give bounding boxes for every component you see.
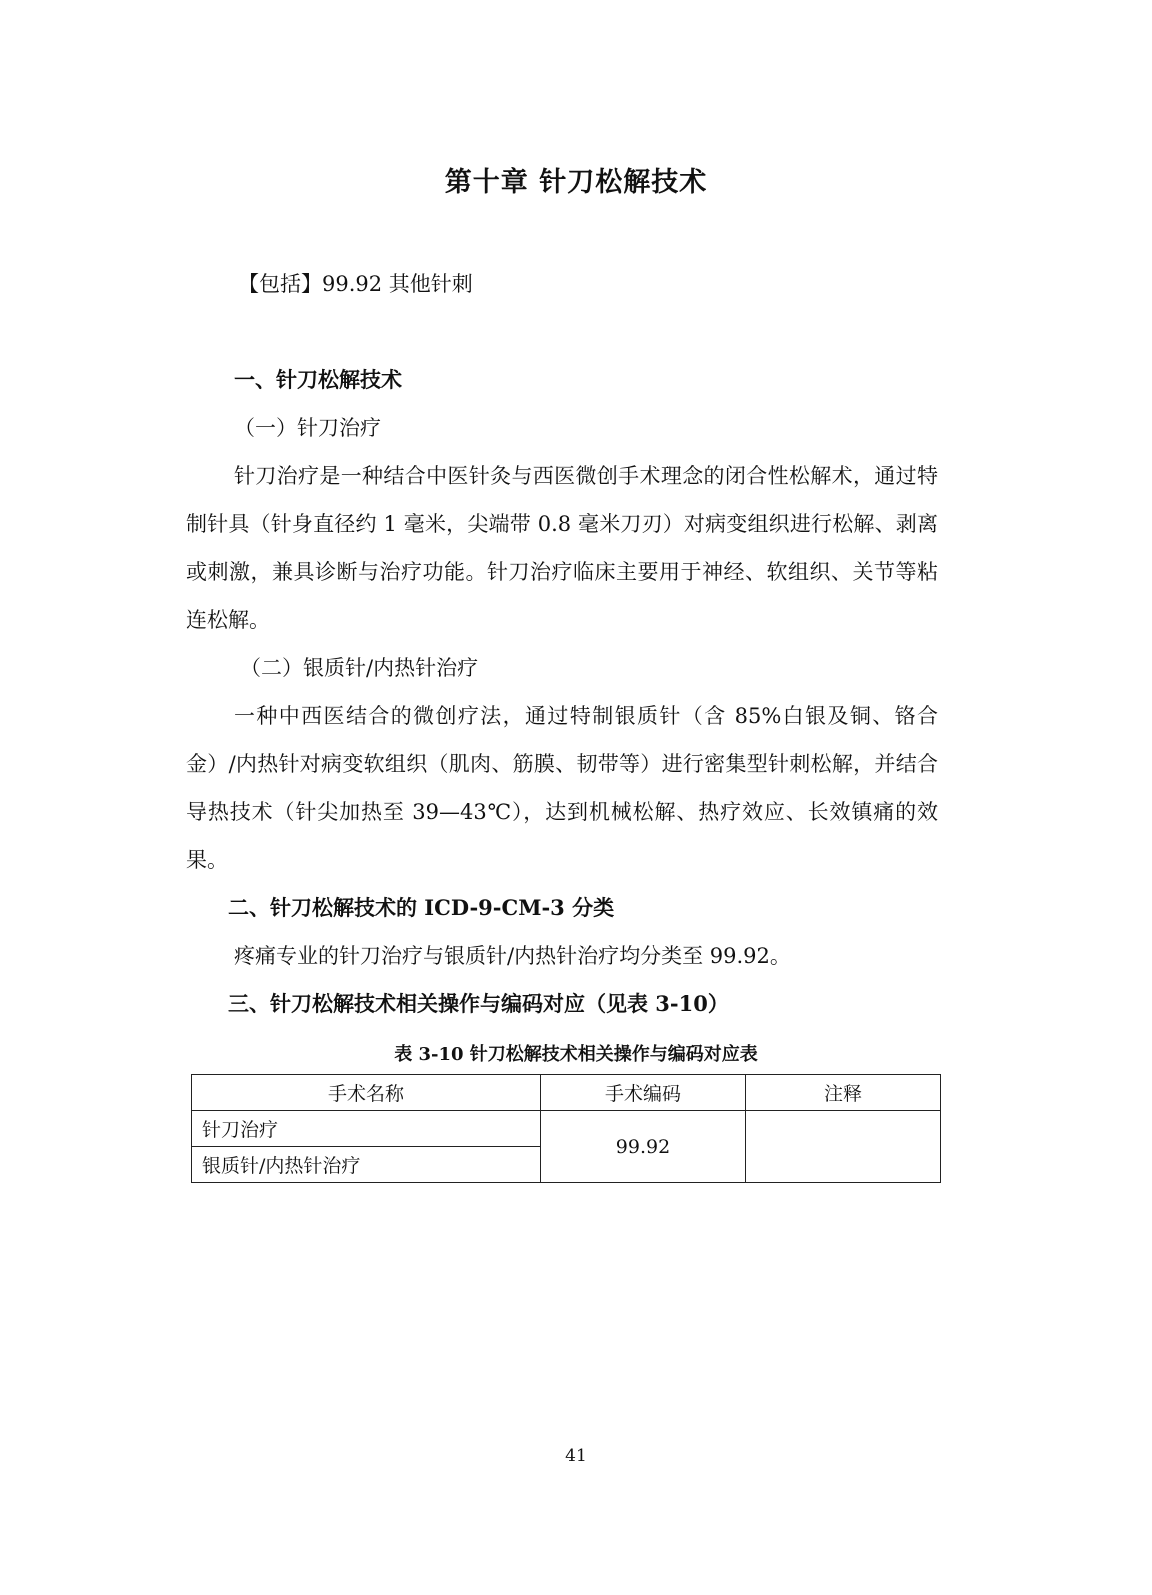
table-header-row bbox=[192, 1075, 941, 1111]
row-note bbox=[746, 1111, 941, 1183]
subsection-1-heading: （一）针刀治疗 bbox=[234, 416, 381, 440]
row-code: 99.92 bbox=[541, 1111, 746, 1183]
page-number: 41 bbox=[565, 1446, 587, 1466]
includes-line: 【包括】99.92 其他针刺 bbox=[238, 272, 473, 296]
chapter-title: 第十章 针刀松解技术 bbox=[444, 167, 708, 198]
header-operation-code: 手术编码 bbox=[541, 1075, 746, 1111]
subsection-2-text: 一种中西医结合的微创疗法，通过特制银质针（含 85%白银及铜、铬合金）/内热针对病变软组织（肌肉、筋膜、韧带等）进行密集型针刺松解，并结合导热技术（针尖加热至 39—43℃），达到机械松解、热疗效应、长效镇痛的效果。 bbox=[186, 704, 938, 872]
row-name: 银质针/内热针治疗 bbox=[192, 1147, 541, 1183]
header-note: 注释 bbox=[746, 1075, 941, 1111]
section-2-heading: 二、针刀松解技术的 ICD-9-CM-3 分类 bbox=[228, 895, 615, 920]
table-row bbox=[192, 1111, 941, 1147]
code-table bbox=[191, 1074, 941, 1183]
section-3-heading: 三、针刀松解技术相关操作与编码对应（见表 3-10） bbox=[228, 991, 729, 1016]
row-name: 针刀治疗 bbox=[192, 1111, 541, 1147]
subsection-2-heading: （二）银质针/内热针治疗 bbox=[240, 656, 479, 680]
section-1-heading: 一、针刀松解技术 bbox=[234, 367, 402, 392]
header-operation-name: 手术名称 bbox=[192, 1075, 541, 1111]
subsection-1-text: 针刀治疗是一种结合中医针灸与西医微创手术理念的闭合性松解术，通过特制针具（针身直径约 1 毫米，尖端带 0.8 毫米刀刃）对病变组织进行松解、剥离或刺激，兼具诊断与治疗功能。针刀治疗临床主要用于神经、软组织、关节等粘连松解。 bbox=[186, 464, 938, 632]
table-caption: 表 3-10 针刀松解技术相关操作与编码对应表 bbox=[394, 1044, 758, 1065]
section-2-text: 疼痛专业的针刀治疗与银质针/内热针治疗均分类至 99.92。 bbox=[234, 944, 791, 968]
